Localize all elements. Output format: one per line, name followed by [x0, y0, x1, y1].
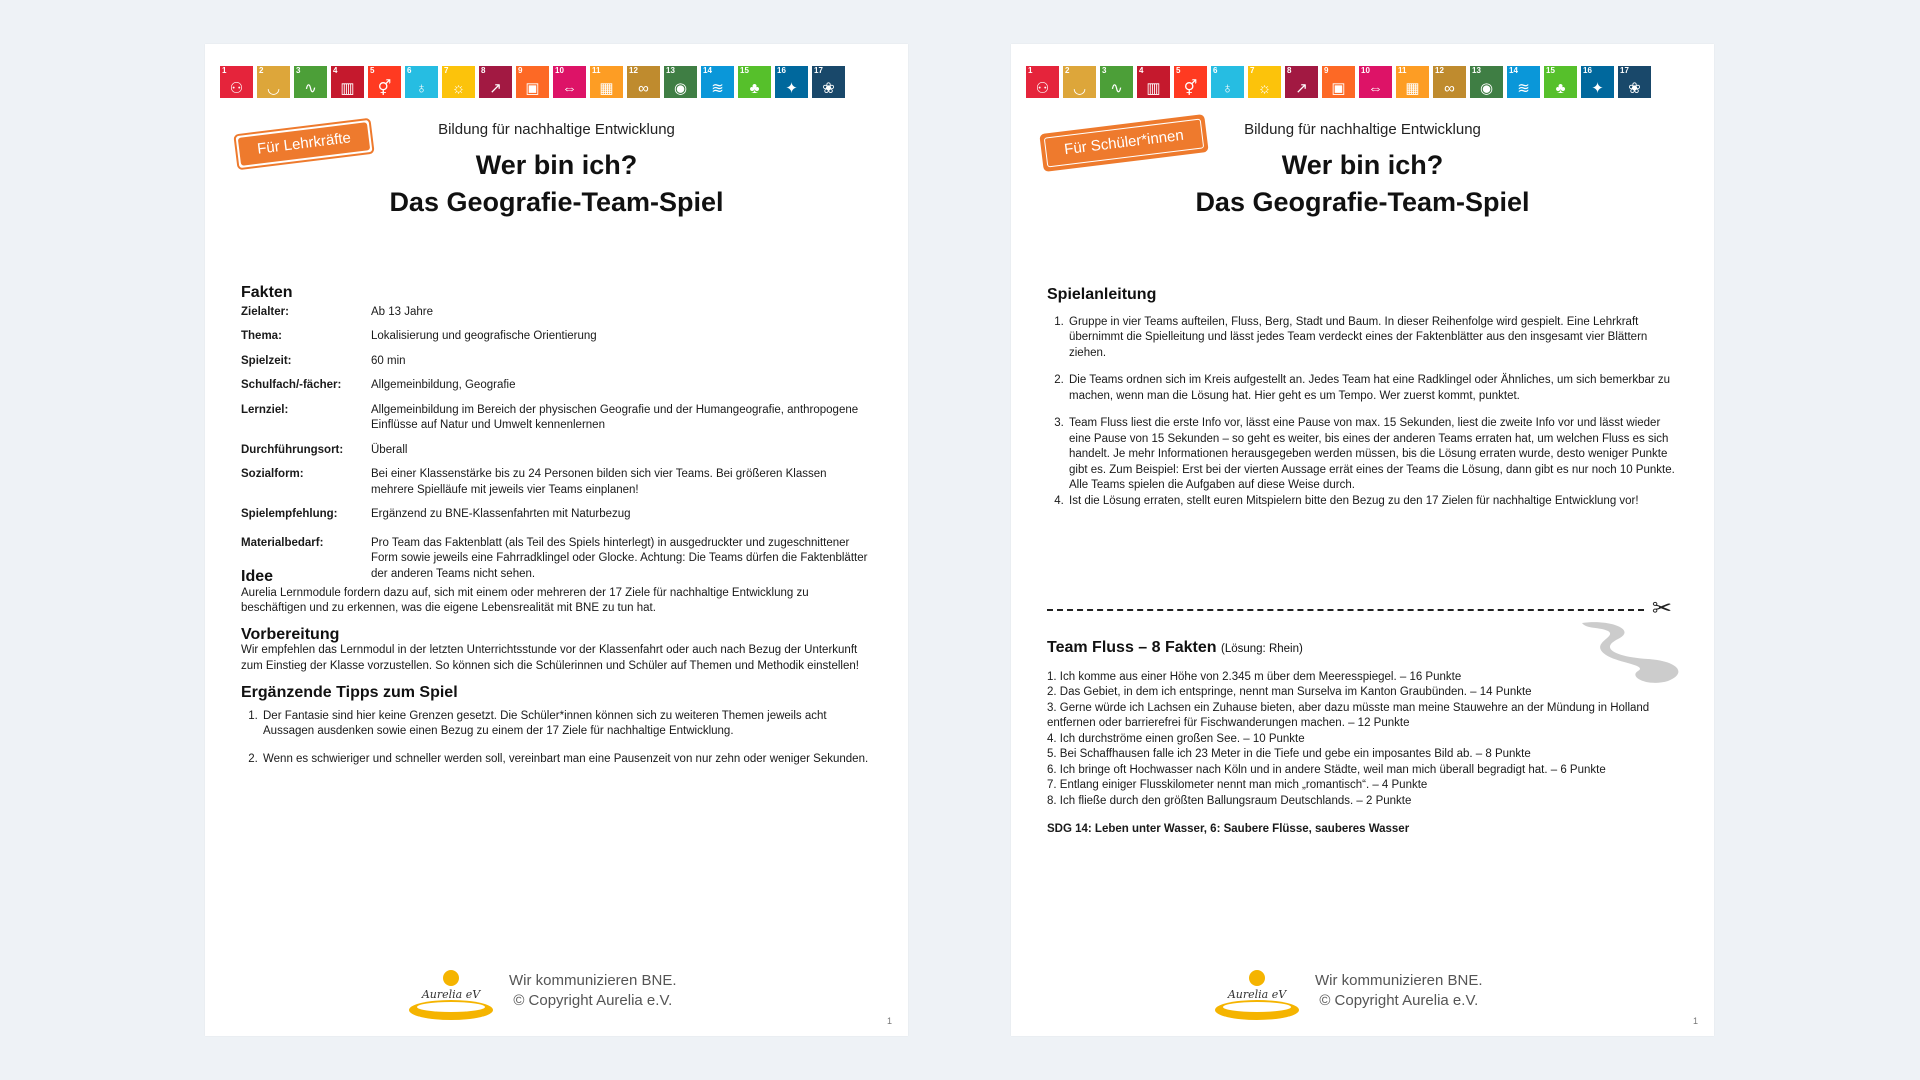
heartbeat-icon: ∿	[1110, 80, 1123, 97]
cubes-icon: ▣	[525, 80, 540, 97]
sdg-tile-4	[1137, 66, 1170, 98]
page-students	[1011, 44, 1714, 1036]
sdg-number: 10	[1361, 66, 1370, 75]
sdg-number: 8	[481, 66, 486, 75]
sdg-tile-1	[1026, 66, 1059, 98]
aurelia-logo	[1213, 964, 1301, 1028]
facts-key: Zielalter:	[241, 305, 289, 318]
sdg-tile-14	[701, 66, 734, 98]
infinity-icon: ∞	[638, 80, 649, 97]
page-teachers	[205, 44, 908, 1036]
facts-row	[241, 329, 872, 354]
facts-key: Thema:	[241, 330, 282, 342]
sun-icon: ☼	[451, 80, 466, 97]
instructions-list	[1047, 315, 1678, 510]
sdg-tile-3	[1100, 66, 1133, 98]
infinity-icon: ∞	[1444, 80, 1455, 97]
footer	[1213, 964, 1513, 1028]
facts-key: Materialbedarf:	[241, 536, 324, 549]
facts-key: Spielzeit:	[241, 354, 292, 367]
footer-text	[509, 971, 677, 1011]
facts-row	[241, 403, 872, 443]
sdg-tile-4	[331, 66, 364, 98]
idea-section	[241, 569, 872, 779]
gender-icon: ⚥	[377, 80, 392, 97]
sdg-tile-5	[1174, 66, 1207, 98]
sdg-number: 17	[1620, 66, 1629, 75]
sdg-number: 17	[814, 66, 823, 75]
sdg-number: 4	[333, 66, 338, 75]
sdg-tile-14	[1507, 66, 1540, 98]
sdg-tile-7	[442, 66, 475, 98]
team-section	[1047, 640, 1678, 838]
sdg-note: SDG 14: Leben unter Wasser, 6: Saubere Flüsse, sauberes Wasser	[1047, 823, 1410, 835]
facts-row	[241, 305, 872, 330]
sdg-tile-10	[1359, 66, 1392, 98]
book-icon: ▥	[340, 80, 355, 97]
facts-table	[241, 305, 872, 592]
sdg-tile-13	[664, 66, 697, 98]
sdg-number: 5	[370, 66, 375, 75]
sdg-number: 9	[518, 66, 523, 75]
tree-icon: ♣	[749, 80, 760, 97]
facts-value: 60 min	[371, 354, 406, 367]
equality-icon: ⇔	[562, 80, 577, 97]
team-heading-text: Team Fluss – 8 Fakten	[1047, 639, 1217, 656]
logo-wordmark: Aurelia eV	[1227, 988, 1287, 1001]
sdg-banner	[1026, 66, 1651, 98]
fish-icon: ≋	[711, 80, 724, 97]
people-icon: ⚇	[1035, 80, 1050, 97]
sdg-number: 2	[259, 66, 264, 75]
sdg-number: 15	[740, 66, 749, 75]
instruction-step: 1. Gruppe in vier Teams aufteilen, Fluss, Berg, Stadt und Baum. In dieser Reihenfolge wird gespielt. Eine Lehrkraft übernimmt die Spielleitung und lässt jedes Team verdeckt eines der Faktenblätter aus den insgesamt vier Blättern ziehen.	[1067, 315, 1678, 362]
dashed-line	[1047, 609, 1644, 611]
footer-slogan: Wir kommunizieren BNE.	[1315, 972, 1483, 989]
sdg-tile-6	[1211, 66, 1244, 98]
sdg-number: 11	[592, 66, 601, 75]
dove-icon: ✦	[785, 80, 798, 97]
sdg-number: 1	[1028, 66, 1033, 75]
sun-icon: ☼	[1257, 80, 1272, 97]
sdg-number: 10	[555, 66, 564, 75]
sdg-number: 16	[777, 66, 786, 75]
gender-icon: ⚥	[1183, 80, 1198, 97]
instructions-heading: Spielanleitung	[1047, 286, 1157, 303]
fact-item: 4. Ich durchströme einen großen See. – 10 Punkte	[1047, 732, 1305, 745]
sdg-number: 12	[1435, 66, 1444, 75]
sdg-tile-12	[1433, 66, 1466, 98]
page-subtitle: Bildung für nachhaltige Entwicklung	[438, 121, 675, 138]
fact-item: 6. Ich bringe oft Hochwasser nach Köln und in andere Städte, weil man mich überall begradigt hat. – 6 Punkte	[1047, 763, 1606, 776]
sdg-number: 6	[1213, 66, 1218, 75]
instruction-step: 3. Team Fluss liest die erste Info vor, lässt eine Pause von max. 15 Sekunden, liest die zweite Info vor und lässt wieder eine Pause von 15 Sekunden – so geht es weiter, bis eines der anderen Teams erraten hat, um welchen Fluss es sich handelt. Je mehr Informationen herausgegeben werden müssen, bis die Lösung erraten wurde, desto weniger Punkte gibt es. Zum Beispiel: Erst bei der vierten Aussage errät eines der Teams die Lösung, dann gibt es nur noch 10 Punkte. Alle Teams spielen die Aufgaben auf diese Weise durch.	[1067, 416, 1678, 494]
sdg-number: 14	[1509, 66, 1518, 75]
title-line-1: Wer bin ich?	[475, 150, 638, 180]
title-line-2: Das Geografie-Team-Spiel	[389, 187, 724, 217]
footer-slogan: Wir kommunizieren BNE.	[509, 972, 677, 989]
buildings-icon: ▦	[1405, 80, 1420, 97]
fact-item: 2. Das Gebiet, in dem ich entspringe, nennt man Surselva im Kanton Graubünden. – 14 Punkte	[1047, 686, 1532, 698]
page-title	[1011, 147, 1714, 221]
facts-list	[1047, 670, 1678, 810]
facts-key: Sozialform:	[241, 468, 304, 480]
facts-row	[241, 354, 872, 379]
aurelia-logo	[407, 964, 495, 1028]
sdg-number: 7	[1250, 66, 1255, 75]
facts-value: Pro Team das Faktenblatt (als Teil des Spiels hinterlegt) in ausgedruckter und zugeschnittener Form sowie jeweils eine Fahrradklingel oder Glocke. Achtung: Die Teams dürfen die Faktenblätter der anderen Teams nicht sehen.	[371, 536, 868, 580]
tip-item: 2. Wenn es schwieriger und schneller werden soll, vereinbart man eine Pausenzeit von nur zehn oder weniger Sekunden.	[261, 752, 872, 768]
people-icon: ⚇	[229, 80, 244, 97]
facts-row	[241, 443, 872, 468]
footer-text	[1315, 971, 1483, 1011]
sdg-number: 3	[296, 66, 301, 75]
sdg-number: 13	[1472, 66, 1481, 75]
facts-key: Schulfach/-fächer:	[241, 379, 342, 391]
sdg-number: 1	[222, 66, 227, 75]
facts-value: Allgemeinbildung im Bereich der physischen Geografie und der Humangeografie, anthropogene Einflüsse auf Natur und Umwelt kennenlernen	[371, 403, 859, 431]
facts-value: Überall	[371, 443, 408, 456]
heartbeat-icon: ∿	[304, 80, 317, 97]
sdg-number: 12	[629, 66, 638, 75]
facts-value: Lokalisierung und geografische Orientierung	[371, 330, 597, 342]
fact-item: 3. Gerne würde ich Lachsen ein Zuhause bieten, aber dazu müsste man meine Stauwehre an der Mündung in Holland entfernen oder barrierefrei für Fischwanderungen machen. – 12 Punkte	[1047, 701, 1650, 729]
sdg-tile-13	[1470, 66, 1503, 98]
facts-key: Spielempfehlung:	[241, 508, 338, 520]
student-stamp-label: Für Schüler*innen	[1044, 118, 1205, 167]
facts-value: Bei einer Klassenstärke bis zu 24 Personen bilden sich vier Teams. Bei größeren Klassen mehrere Spielläufe mit jeweils vier Teams einplanen!	[371, 468, 827, 496]
instructions-section	[1047, 287, 1678, 509]
facts-section	[241, 285, 872, 591]
sdg-tile-15	[738, 66, 771, 98]
sdg-tile-10	[553, 66, 586, 98]
sdg-number: 15	[1546, 66, 1555, 75]
facts-heading: Fakten	[241, 284, 293, 301]
sdg-tile-17	[1618, 66, 1651, 98]
sdg-tile-16	[775, 66, 808, 98]
sdg-tile-12	[627, 66, 660, 98]
sdg-tile-7	[1248, 66, 1281, 98]
page-title	[205, 147, 908, 221]
sdg-tile-3	[294, 66, 327, 98]
facts-key: Lernziel:	[241, 403, 289, 416]
eye-globe-icon: ◉	[1479, 80, 1494, 97]
title-line-1: Wer bin ich?	[1281, 150, 1444, 180]
buildings-icon: ▦	[599, 80, 614, 97]
sdg-number: 13	[666, 66, 675, 75]
facts-row	[241, 467, 872, 507]
sdg-number: 7	[444, 66, 449, 75]
cubes-icon: ▣	[1331, 80, 1346, 97]
fact-item: 8. Ich fließe durch den größten Ballungsraum Deutschlands. – 2 Punkte	[1047, 794, 1412, 807]
sdg-tile-9	[516, 66, 549, 98]
water-drop-icon: ♁	[1221, 80, 1234, 97]
sdg-number: 4	[1139, 66, 1144, 75]
page-number: 1	[1692, 1016, 1698, 1026]
equality-icon: ⇔	[1368, 80, 1383, 97]
footer-copyright: © Copyright Aurelia e.V.	[513, 992, 673, 1009]
sdg-tile-15	[1544, 66, 1577, 98]
facts-key: Durchführungsort:	[241, 443, 344, 456]
growth-chart-icon: ↗	[489, 80, 502, 97]
idea-heading: Idee	[241, 568, 274, 585]
fact-item: 1. Ich komme aus einer Höhe von 2.345 m über dem Meeresspiegel. – 16 Punkte	[1047, 670, 1462, 683]
preparation-heading: Vorbereitung	[241, 625, 340, 643]
facts-row	[241, 378, 872, 403]
tree-icon: ♣	[1555, 80, 1566, 97]
page-subtitle: Bildung für nachhaltige Entwicklung	[1244, 121, 1481, 138]
sdg-number: 8	[1287, 66, 1292, 75]
sdg-number: 14	[703, 66, 712, 75]
sdg-tile-17	[812, 66, 845, 98]
facts-value: Allgemeinbildung, Geografie	[371, 379, 516, 391]
sdg-tile-11	[590, 66, 623, 98]
sdg-tile-11	[1396, 66, 1429, 98]
teacher-stamp-label: Für Lehrkräfte	[238, 122, 371, 166]
preparation-text: Wir empfehlen das Lernmodul in der letzten Unterrichtsstunde vor der Klassenfahrt oder auch nach Bezug der Unterkunft zum Einstieg der Klasse vorzustellen. So können sich die Schülerinnen und Schüler auf Themen und Methodik einstellen!	[241, 644, 859, 672]
sdg-number: 6	[407, 66, 412, 75]
page-number: 1	[886, 1016, 892, 1026]
sdg-tile-1	[220, 66, 253, 98]
scissors-icon: ✂	[1651, 595, 1672, 622]
footer-copyright: © Copyright Aurelia e.V.	[1319, 992, 1479, 1009]
fact-item: 5. Bei Schaffhausen falle ich 23 Meter in die Tiefe und gebe ein imposantes Bild ab. – 8 Punkte	[1047, 748, 1531, 760]
sdg-banner	[220, 66, 845, 98]
sdg-number: 5	[1176, 66, 1181, 75]
rings-icon: ❀	[822, 80, 835, 97]
title-line-2: Das Geografie-Team-Spiel	[1195, 187, 1530, 217]
sdg-number: 2	[1065, 66, 1070, 75]
facts-value: Ergänzend zu BNE-Klassenfahrten mit Naturbezug	[371, 508, 631, 520]
tips-heading: Ergänzende Tipps zum Spiel	[241, 684, 458, 701]
tips-list	[241, 709, 872, 768]
fish-icon: ≋	[1517, 80, 1530, 97]
bowl-icon: ◡	[1072, 80, 1087, 97]
facts-row	[241, 507, 872, 536]
book-icon: ▥	[1146, 80, 1161, 97]
instruction-step: 4. Ist die Lösung erraten, stellt euren Mitspielern bitte den Bezug zu den 17 Zielen für nachhaltige Entwicklung vor!	[1067, 494, 1678, 510]
sdg-number: 11	[1398, 66, 1407, 75]
sdg-tile-16	[1581, 66, 1614, 98]
sdg-number: 9	[1324, 66, 1329, 75]
sdg-tile-6	[405, 66, 438, 98]
idea-text: Aurelia Lernmodule fordern dazu auf, sich mit einem oder mehreren der 17 Ziele für nachhaltige Entwicklung zu beschäftigen und zu erkennen, was die eigene Lebensrealität mit BNE zu tun hat.	[241, 586, 809, 614]
bowl-icon: ◡	[266, 80, 281, 97]
sdg-tile-2	[257, 66, 290, 98]
footer	[407, 964, 707, 1028]
growth-chart-icon: ↗	[1295, 80, 1308, 97]
dove-icon: ✦	[1591, 80, 1604, 97]
sdg-number: 3	[1102, 66, 1107, 75]
instruction-step: 2. Die Teams ordnen sich im Kreis aufgestellt an. Jedes Team hat eine Radklingel oder Ähnliches, um sich bemerkbar zu machen, wenn man die Lösung hat. Hier geht es um Tempo. Wer zuerst kommt, punktet.	[1067, 373, 1678, 404]
sdg-tile-9	[1322, 66, 1355, 98]
sdg-tile-5	[368, 66, 401, 98]
facts-value: Ab 13 Jahre	[371, 305, 434, 318]
logo-wordmark: Aurelia eV	[421, 988, 481, 1001]
rings-icon: ❀	[1628, 80, 1641, 97]
tip-item: 1. Der Fantasie sind hier keine Grenzen gesetzt. Die Schüler*innen können sich zu weiteren Themen jeweils acht Aussagen ausdenken sowie einen Bezug zu einem der 17 Ziele für nachhaltige Entwicklung.	[261, 709, 872, 740]
fact-item: 7. Entlang einiger Flusskilometer nennt man mich „romantisch“. – 4 Punkte	[1047, 779, 1428, 791]
sdg-number: 16	[1583, 66, 1592, 75]
sdg-tile-8	[479, 66, 512, 98]
team-solution: (Lösung: Rhein)	[1221, 643, 1303, 655]
water-drop-icon: ♁	[415, 80, 428, 97]
sdg-tile-2	[1063, 66, 1096, 98]
team-heading	[1047, 640, 1678, 658]
sdg-tile-8	[1285, 66, 1318, 98]
eye-globe-icon: ◉	[673, 80, 688, 97]
